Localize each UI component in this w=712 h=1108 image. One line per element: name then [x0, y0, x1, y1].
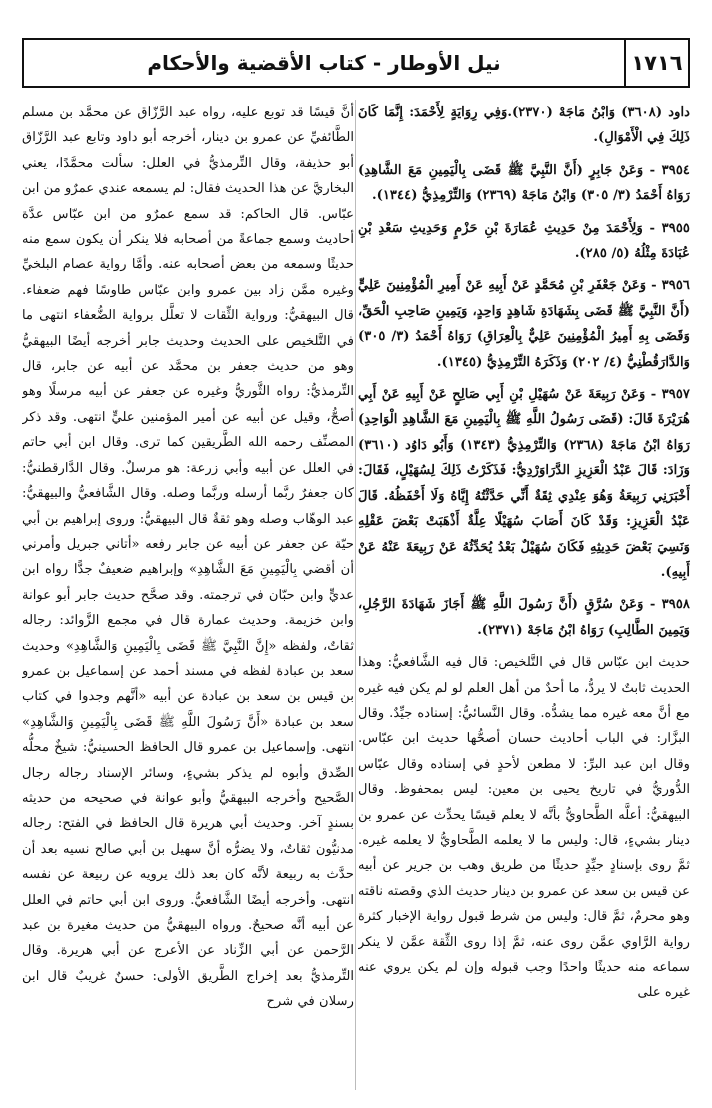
page-header [22, 38, 690, 88]
hadith-paragraph: ٣٩٥٤ - وَعَنْ جَابِرٍ (أَنَّ النَّبِيَّ ﷺ قَضَى بِالْيَمِينِ مَعَ الشَّاهِدِ) رَوَاهُ أَحْمَدُ (٣/ ٣٠٥) وَابْنُ مَاجَهْ (٢٣٦٩) وَالتِّرْمِذِيُّ (١٣٤٤). [358, 162, 690, 204]
page-number: ١٧١٦ [624, 40, 688, 86]
commentary-paragraph: حديث ابن عبّاس قال في التَّلخيص: قال فيه الشَّافعيُّ: وهذا الحديث ثابتٌ لا يردُّ، ما أحدٌ من أهل العلم لو لم يكن فيه غيره مع أنَّ معه غيره مما يشدُّه. وقال النَّسائيُّ: إسناده جيِّدٌ. وقال البزَّار: في الباب أحاديث حسان أصحُّها حديث ابن عبّاس. وقال ابن عبد البرِّ: لا مطعن لأحدٍ في إسناده وقال عبّاس الدُّوريُّ في تاريخ يحيى بن معين: ليس بمحفوظ. وقال البيهقيُّ: أعلَّه الطَّحاويُّ بأنَّه لا يعلم قيسًا يحدِّث عن عمرو بن دينار بشيءٍ، قال: وليس ما لا يعلمه الطَّحاويُّ لا يعلمه غيره. ثمَّ روى بإسنادٍ جيِّدٍ حديثًا من طريق وهب بن جرير عن أبيه عن قيس بن سعد عن عمرو بن دينار حديث الذي وقصته ناقته وهو محرمٌ، ثمَّ قال: وليس من شرط قبول رواية الإخبار كثرة رواية الرَّاوي عمَّن روى عنه، ثمَّ إذا روى الثِّقة عمَّن لا ينكر سماعه منه حديثًا واحدًا وجب قبوله وإن لم يكن يروي عنه غيره على [358, 655, 690, 1001]
hadith-paragraph: ٣٩٥٥ - وَلِأَحْمَدَ مِنْ حَدِيثِ عُمَارَةَ بْنِ حَزْمٍ وَحَدِيثِ سَعْدِ بْنِ عُبَادَةَ مِثْلُهُ (٥/ ٢٨٥). [358, 220, 690, 262]
running-title: نيل الأوطار - كتاب الأقضية والأحكام [147, 51, 501, 75]
commentary-paragraph: أنَّ قيسًا قد توبع عليه، رواه عبد الرَّزّاق عن محمَّد بن مسلم الطَّائفيِّ عن عمرو بن دينار، أخرجه أبو داود وتابع عبد الرَّزّاق أبو حذيفة، وقال التِّرمذيُّ في العلل: سألت محمَّدًا، يعني البخاريَّ عن هذا الحديث فقال: لم يسمعه عندي عمرٌو من ابن عبّاس. قال الحاكم: قد سمع عمرٌو من ابن عبّاس عدَّة أحاديث وسمع جماعةً من أصحابه فلا ينكر أن يكون سمع منه حديثًا وسمعه من بعض أصحابه عنه. وأمَّا رواية عصام البلخيِّ وغيره ممَّن زاد بين عمرو وابن عبّاس طاوسًا فهم ضعفاء. قال البيهقيُّ: ورواية الثِّقات لا تعلَّل برواية الضُّعفاء انتهى ما في التَّلخيص على الحديث وحديث جابر أخرجه أيضًا البيهقيُّ وهو من حديث جعفر بن محمَّد عن أبيه عن جابر، قال التِّرمذيُّ: رواه الثَّوريُّ وغيره عن جعفر عن أبيه مرسلًا وهو أصحُّ، وقيل عن أبيه عن أمير المؤمنين عليٍّ انتهى. وقد ذكر المصنِّف رحمه الله الطَّريقين كما ترى. وقال ابن أبي حاتم في العلل عن أبيه وأبي زرعة: هو مرسلٌ. وقال الدَّارقطنيُّ: كان جعفرٌ ربَّما أرسله وربَّما وصله. وقال الشَّافعيُّ والبيهقيُّ: عبد الوهّاب وصله وهو ثقةٌ قال البيهقيُّ: وروى إبراهيم بن أبي حيّة عن جعفر عن أبيه عن جابر رفعه «أتاني جبريل وأمرني أن أقضي بِالْيَمِينِ مَعَ الشَّاهِدِ» وإبراهيم ضعيفٌ جدًّا رواه ابن عديٍّ وابن حبّان في ترجمته. وقد صحَّح حديث جابر أبو عوانة وابن خزيمة. وحديث عمارة قال في مجمع الزَّوائد: رجاله ثقاتٌ، ولفظه «إِنَّ النَّبِيَّ ﷺ قَضَى بِالْيَمِينِ وَالشَّاهِدِ» وحديث سعد بن عبادة لفظه في مسند أحمد عن إسماعيل بن عمرو بن قيس بن سعد بن عبادة عن أبيه «أنَّهم وجدوا في كتاب سعد بن عبادة «أَنَّ رَسُولَ اللَّهِ ﷺ قَضَى بِالْيَمِينِ وَالشَّاهِدِ» انتهى. وإسماعيل بن عمرو قال الحافظ الحسينيُّ: شيخٌ محلُّه الصِّدق وأبوه لم يذكر بشيءٍ، وسائر الإسناد رجاله رجال الصَّحيح وأخرجه البيهقيُّ وأبو عوانة في صحيحه من حديثه بسندٍ آخر. وحديث أبي هريرة قال الحافظ في الفتح: رجاله مدنيُّون ثقاتٌ، ولا يضرُّه أنَّ سهيل بن أبي صالح نسيه بعد أن حدَّث به ربيعة لأنَّه كان بعد ذلك يرويه عن ربيعة عن نفسه انتهى. وأخرجه أيضًا الشَّافعيُّ. وروى ابن أبي حاتم في العلل عن أبيه أنَّه صحيحٌ. ورواه البيهقيُّ من حديث مغيرة بن عبد الرَّحمن عن أبي الزِّناد عن الأعرج عن أبي هريرة. وقال التِّرمذيُّ بعد إخراج الطَّريق الأولى: حسنٌ غريبٌ قال ابن رسلان في شرح [22, 105, 354, 1010]
hadith-paragraph: داود (٣٦٠٨) وَابْنُ مَاجَهْ (٢٣٧٠).وَفِي رِوَايَةٍ لِأَحْمَدَ: إِنَّمَا كَانَ ذَلِكَ فِي الْأَمْوَالِ). [358, 105, 690, 146]
left-column [22, 100, 354, 1100]
column-divider [355, 100, 356, 1090]
hadith-paragraph: ٣٩٥٦ - وَعَنْ جَعْفَرِ بْنِ مُحَمَّدٍ عَنْ أَبِيهِ عَنْ أَمِيرِ الْمُؤْمِنِينَ عَلِيٍّ (أَنَّ النَّبِيَّ ﷺ قَضَى بِشَهَادَةِ شَاهِدٍ وَاحِدٍ، وَيَمِينِ صَاحِبِ الْحَقِّ، وَقَضَى بِهِ أَمِيرُ الْمُؤْمِنِينَ عَلِيٌّ بِالْعِرَاقِ) رَوَاهُ أَحْمَدُ (٣/ ٣٠٥) وَالدَّارَقُطْنِيُّ (٤/ ٢٠٢) وَذَكَرَهُ التِّرْمِذِيُّ (١٣٤٥). [358, 278, 690, 370]
right-column [358, 100, 690, 1100]
hadith-paragraph: ٣٩٥٧ - وَعَنْ رَبِيعَةَ عَنْ سُهَيْلِ بْنِ أَبِي صَالِحٍ عَنْ أَبِيهِ عَنْ أَبِي هُرَيْرَةَ قَالَ: (قَضَى رَسُولُ اللَّهِ ﷺ بِالْيَمِينِ مَعَ الشَّاهِدِ الْوَاحِدِ) رَوَاهُ ابْنُ مَاجَهْ (٢٣٦٨) وَالتِّرْمِذِيُّ (١٣٤٣) وَأَبُو دَاوُد (٣٦١٠) وَزَادَ: قَالَ عَبْدُ الْعَزِيزِ الدَّرَاوَرْدِيُّ: فَذَكَرْتُ ذَلِكَ لِسُهَيْلٍ، فَقَالَ: أَخْبَرَنِي رَبِيعَةُ وَهُوَ عِنْدِي ثِقَةٌ أَنِّي حَدَّثْتُهُ إِيَّاهُ وَلَا أَحْفَظُهُ. قَالَ عَبْدُ الْعَزِيزِ: وَقَدْ كَانَ أَصَابَ سُهَيْلًا عِلَّةٌ أَذْهَبَتْ بَعْضَ عَقْلِهِ وَنَسِيَ بَعْضَ حَدِيثِهِ فَكَانَ سُهَيْلٌ بَعْدُ يُحَدِّثُهُ عَنْ رَبِيعَةَ عَنْهُ عَنْ أَبِيهِ). [358, 387, 690, 580]
hadith-paragraph: ٣٩٥٨ - وَعَنْ سُرَّقٍ (أَنَّ رَسُولَ اللَّهِ ﷺ أَجَازَ شَهَادَةَ الرَّجُلِ، وَيَمِينَ الطَّالِبِ) رَوَاهُ ابْنُ مَاجَهْ (٢٣٧١). [358, 597, 690, 638]
